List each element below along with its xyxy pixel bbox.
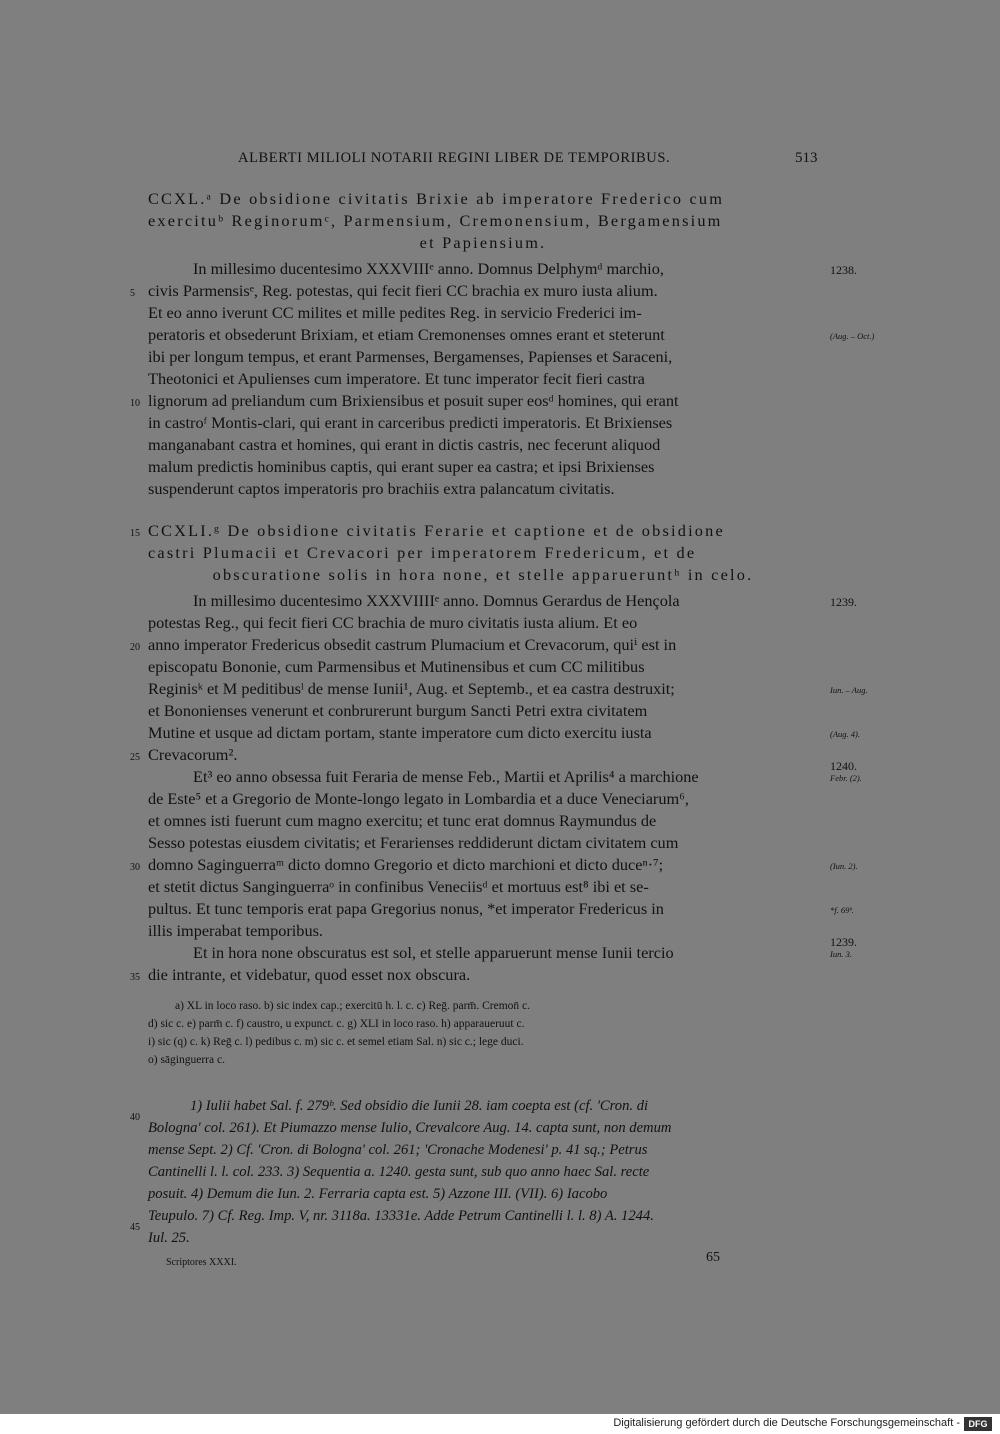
note-line: mense Sept. 2) Cf. 'Cron. di Bologna' col. 261; 'Cronache Modenesi' p. 41 sq.; Petrus — [148, 1142, 648, 1158]
apparatus-line: a) XL in loco raso. b) sic index cap.; exercitū h. l. c. c) Reḡ. parm̄. Cremon̄ c. — [175, 1000, 530, 1012]
margin-folio: *f. 69ᵇ. — [830, 905, 854, 915]
text-line: ibi per longum tempus, et erant Parmenses, Bergamenses, Papienses et Saraceni, — [148, 347, 673, 366]
margin-date: (Aug. – Oct.) — [830, 331, 875, 341]
text-line: Et³ eo anno obsessa fuit Feraria de mense Feb., Martii et Aprilis⁴ a marchione — [193, 767, 699, 786]
note-line: Teupulo. 7) Cf. Reg. Imp. V, nr. 3118a. 13331e. Adde Petrum Cantinelli l. l. 8) A. 1244. — [148, 1208, 654, 1224]
text-line: In millesimo ducentesimo XXXVIIIIᵉ anno. Domnus Gerardus de Hençola — [193, 591, 680, 610]
text-line: Crevacorum². — [148, 745, 238, 764]
line-number: 40 — [130, 1112, 140, 1123]
series-signature: Scriptores XXXI. — [166, 1257, 237, 1268]
margin-date: (Aug. 4). — [830, 729, 860, 739]
line-number: 15 — [130, 528, 140, 539]
apparatus-line: i) sic (q) c. k) Reḡ c. l) pedibus c. m) sic c. et semel etiam Sal. n) sic c.; lege duci. — [148, 1036, 524, 1048]
apparatus-line: o) sāginguerra c. — [148, 1054, 225, 1066]
chapter-title-line: et Papiensium. — [419, 233, 547, 252]
note-line: Iul. 25. — [148, 1230, 190, 1246]
line-number: 45 — [130, 1222, 140, 1233]
page-number: 513 — [795, 150, 818, 166]
sheet-number: 65 — [706, 1250, 720, 1265]
text-line: anno imperator Fredericus obsedit castrum Plumacium et Crevacorum, quiⁱ est in — [148, 635, 677, 654]
margin-year: 1240. — [830, 759, 857, 773]
text-line: In millesimo ducentesimo XXXVIIIᵉ anno. Domnus Delphymᵈ marchio, — [193, 259, 664, 278]
text-line: potestas Reg., qui fecit fieri CC brachia de muro civitatis iusta alium. Et eo — [148, 613, 638, 632]
text-line: Reginisᵏ et M peditibusˡ de mense Iunii¹, Aug. et Septemb., et ea castra destruxit; — [148, 679, 675, 698]
margin-date: Iun. – Aug. — [830, 685, 868, 695]
chapter-title-line: CCXL.ᵃ De obsidione civitatis Brixie ab imperatore Frederico cum — [148, 189, 725, 208]
text-line: pultus. Et tunc temporis erat papa Gregorius nonus, *et imperator Fredericus in — [148, 899, 664, 918]
text-line: de Este⁵ et a Gregorio de Monte-longo legato in Lombardia et a duce Veneciarum⁶, — [148, 789, 689, 808]
text-line: lignorum ad preliandum cum Brixiensibus et posuit super eosᵈ homines, qui erant — [148, 391, 679, 410]
digitization-banner — [0, 1414, 1000, 1434]
text-line: manganabant castra et homines, qui erant in dictis castris, nec fecerunt aliquod — [148, 435, 661, 454]
margin-year: 1239. — [830, 595, 857, 609]
text-line: Sesso potestas eiusdem civitatis; et Ferarienses reddiderunt dictam civitatem cum — [148, 833, 679, 852]
text-line: Et eo anno iverunt CC milites et mille pedites Reg. in servicio Frederici im- — [148, 303, 642, 322]
margin-year: 1239. — [830, 935, 857, 949]
text-line: et omnes isti fuerunt cum magno exercitu; et tunc erat domnus Raymundus de — [148, 811, 657, 830]
line-number: 20 — [130, 642, 140, 653]
margin-year: 1238. — [830, 263, 857, 277]
text-line: Et in hora none obscuratus est sol, et stelle apparuerunt mense Iunii tercio — [193, 943, 674, 962]
text-line: illis imperabat temporibus. — [148, 921, 323, 940]
line-number: 10 — [130, 398, 140, 409]
text-line: malum predictis hominibus captis, qui erant super ea castra; et ipsi Brixienses — [148, 457, 655, 476]
text-line: domno Saginguerraᵐ dicto domno Gregorio et dicto marchioni et dicto duceⁿ·⁷; — [148, 855, 664, 874]
note-line: posuit. 4) Demum die Iun. 2. Ferraria capta est. 5) Azzone III. (VII). 6) Iacobo — [148, 1186, 608, 1202]
text-line: et stetit dictus Sanginguerraᵒ in confinibus Veneciisᵈ et mortuus est⁸ ibi et se- — [148, 877, 649, 896]
text-line: Theotonici et Apulienses cum imperatore. Et tunc imperator fecit fieri castra — [148, 369, 645, 388]
margin-date: (Iun. 2). — [830, 861, 858, 871]
margin-date: Iun. 3. — [830, 949, 852, 959]
line-number: 5 — [130, 288, 135, 299]
margin-date: Febr. (2). — [830, 773, 862, 783]
line-number: 35 — [130, 972, 140, 983]
chapter-title-line: castri Plumacii et Crevacori per imperatorem Fredericum, et de — [148, 543, 697, 562]
text-line: Mutine et usque ad dictam portam, stante imperatore cum dicto exercitu iusta — [148, 723, 652, 742]
line-number: 30 — [130, 862, 140, 873]
dfg-logo: DFG — [964, 1417, 992, 1431]
note-line: Bologna' col. 261). Et Piumazzo mense Iulio, Crevalcore Aug. 14. capta sunt, non demum — [148, 1120, 672, 1136]
text-line: episcopatu Bononie, cum Parmensibus et Mutinensibus et cum CC militibus — [148, 657, 645, 676]
note-line: 1) Iulii habet Sal. f. 279ᵇ. Sed obsidio die Iunii 28. iam coepta est (cf. 'Cron. di — [190, 1098, 649, 1114]
text-line: et Bononienses venerunt et conbrurerunt burgum Sancti Petri extra civitatem — [148, 701, 648, 720]
line-number: 25 — [130, 752, 140, 763]
running-title: ALBERTI MILIOLI NOTARII REGINI LIBER DE TEMPORIBUS. — [238, 150, 671, 166]
chapter-title-line: exercituᵇ Reginorumᶜ, Parmensium, Cremonensium, Bergamensium — [148, 211, 723, 230]
text-line: suspenderunt captos imperatoris pro brachiis extra palancatum civitatis. — [148, 479, 615, 498]
text-line: peratoris et obsederunt Brixiam, et etiam Cremonenses omnes erant et steterunt — [148, 325, 665, 344]
text-line: civis Parmensisᵉ, Reg. potestas, qui fecit fieri CC brachia ex muro iusta alium. — [148, 281, 658, 300]
banner-text: Digitalisierung gefördert durch die Deutsche Forschungsgemeinschaft - — [613, 1417, 960, 1429]
text-line: in castroᶠ Montis-clari, qui erant in carceribus predicti imperatoris. Et Brixienses — [148, 413, 673, 432]
text-line: die intrante, et videbatur, quod esset nox obscura. — [148, 965, 471, 984]
apparatus-line: d) sic c. e) parm̄ c. f) caustro, u expunct. c. g) XLI in loco raso. h) apparaueruut c. — [148, 1018, 525, 1030]
chapter-title-line: CCXLI.ᵍ De obsidione civitatis Ferarie et captione et de obsidione — [148, 521, 725, 540]
note-line: Cantinelli l. l. col. 233. 3) Sequentia a. 1240. gesta sunt, sub quo anno haec Sal. recte — [148, 1164, 650, 1180]
chapter-title-line: obscuratione solis in hora none, et stelle apparueruntʰ in celo. — [212, 565, 754, 584]
